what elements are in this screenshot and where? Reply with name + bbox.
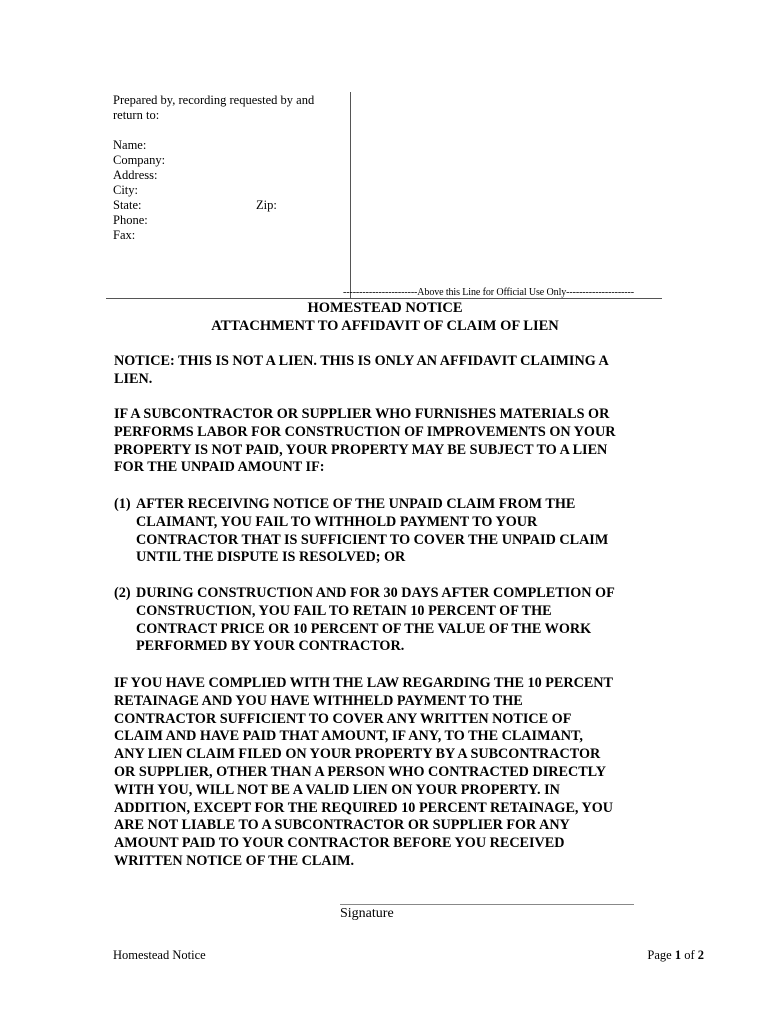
official-use-rule bbox=[106, 298, 662, 299]
list-item-text: DURING CONSTRUCTION AND FOR 30 DAYS AFTER COMPLETION OF CONSTRUCTION, YOU FAIL TO RETAIN 10 PERCENT OF THE CONTRACT PRICE OR 10 PERCENT OF THE VALUE OF THE WORK PERFORMED BY YOUR CONTRACTOR. bbox=[136, 585, 615, 655]
list-item-number: (1) bbox=[114, 496, 131, 512]
prepared-by-header-line2: return to: bbox=[113, 108, 160, 122]
document-subtitle: ATTACHMENT TO AFFIDAVIT OF CLAIM OF LIEN bbox=[211, 318, 559, 334]
list-item-number: (2) bbox=[114, 585, 131, 601]
list-item-text: AFTER RECEIVING NOTICE OF THE UNPAID CLAIM FROM THE CLAIMANT, YOU FAIL TO WITHHOLD PAYMENT TO YOUR CONTRACTOR THAT IS SUFFICIENT TO COVER THE UNPAID CLAIM UNTIL THE DISPUTE IS RESOLVED; OR bbox=[136, 496, 609, 566]
footer-document-name: Homestead Notice bbox=[113, 948, 206, 962]
page-total: 2 bbox=[697, 948, 704, 962]
page-current: 1 bbox=[674, 948, 682, 962]
list-item bbox=[114, 585, 659, 656]
compliance-text: IF YOU HAVE COMPLIED WITH THE LAW REGARDING THE 10 PERCENT RETAINAGE AND YOU HAVE WITHHELD PAYMENT TO THE CONTRACTOR SUFFICIENT TO COVER ANY WRITTEN NOTICE OF CLAIM AND HAVE PAID THAT AMOUNT, IF ANY, TO THE CLAIMANT, ANY LIEN CLAIM FILED ON YOUR PROPERTY BY A SUBCONTRACTOR OR SUPPLIER, OTHER THAN A PERSON WHO CONTRACTED DIRECTLY WITH YOU, WILL NOT BE A VALID LIEN ON YOUR PROPERTY. IN ADDITION, EXCEPT FOR THE REQUIRED 10 PERCENT RETAINAGE, YOU ARE NOT LIABLE TO A SUBCONTRACTOR OR SUPPLIER FOR ANY AMOUNT PAID TO YOUR CONTRACTOR BEFORE YOU RECEIVED WRITTEN NOTICE OF THE CLAIM. bbox=[114, 675, 614, 869]
intro-text: IF A SUBCONTRACTOR OR SUPPLIER WHO FURNISHES MATERIALS OR PERFORMS LABOR FOR CONSTRUCTION OF IMPROVEMENTS ON YOUR PROPERTY IS NOT PAID, YOUR PROPERTY MAY BE SUBJECT TO A LIEN FOR THE UNPAID AMOUNT IF: bbox=[114, 406, 616, 476]
name-field-label: Name: bbox=[113, 138, 147, 152]
page-of: of bbox=[681, 948, 698, 962]
compliance-paragraph bbox=[114, 675, 659, 871]
zip-field-label: Zip: bbox=[256, 198, 277, 212]
phone-field-label: Phone: bbox=[113, 213, 148, 227]
document-title: HOMESTEAD NOTICE bbox=[307, 300, 463, 316]
state-zip-row bbox=[113, 198, 338, 213]
notice-text: NOTICE: THIS IS NOT A LIEN. THIS IS ONLY AN AFFIDAVIT CLAIMING A LIEN. bbox=[114, 353, 609, 387]
list-item bbox=[114, 496, 659, 567]
signature-line[interactable] bbox=[340, 904, 634, 905]
page-prefix: Page bbox=[647, 948, 675, 962]
fax-field-label: Fax: bbox=[113, 228, 136, 242]
recording-area-divider bbox=[350, 92, 351, 298]
intro-paragraph bbox=[114, 406, 659, 477]
company-field-label: Company: bbox=[113, 153, 166, 167]
city-field-label: City: bbox=[113, 183, 139, 197]
official-use-line: -----------------------Above this Line for Official Use Only--------------------- bbox=[343, 287, 634, 298]
state-field-label: State: bbox=[113, 198, 142, 212]
signature-label: Signature bbox=[340, 906, 394, 921]
notice-paragraph bbox=[114, 353, 659, 389]
page-number bbox=[600, 948, 704, 963]
prepared-by-block bbox=[113, 93, 338, 243]
prepared-by-header-line1: Prepared by, recording requested by and bbox=[113, 93, 315, 107]
address-field-label: Address: bbox=[113, 168, 158, 182]
